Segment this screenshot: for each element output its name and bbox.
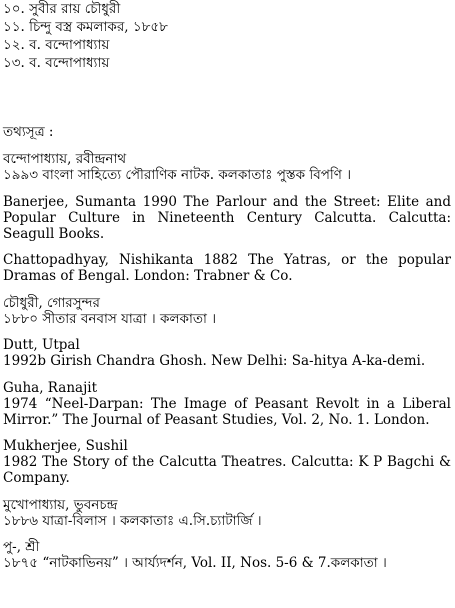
reference-entry [3,337,451,369]
reference-body: Banerjee, Sumanta 1990 The Parlour and the Street: Elite and Popular Culture in Nineteenth Century Calcutta. Calcutta: Seagull Books. [3,193,451,242]
reference-entry [3,539,451,571]
reference-author: বন্দোপাধ্যায়, রবীন্দ্রনাথ [3,151,127,167]
references-heading: তথ্যসূত্র : [3,124,54,140]
endnotes-list [3,0,168,72]
endnote-12: ১২. ব. বন্দোপাধ্যায় [3,37,110,53]
reference-body: 1992b Girish Chandra Ghosh. New Delhi: Sa-hitya A-ka-demi. [3,353,426,369]
reference-body: Chattopadhyay, Nishikanta 1882 The Yatras, or the popular Dramas of Bengal. London: Trabner & Co. [3,252,451,284]
reference-entry [3,295,451,327]
reference-body: ১৮৮৬ যাত্রা-বিলাস । কলকাতাঃ এ.সি.চ্যাটার্জি । [3,512,262,529]
reference-author: Mukherjee, Sushil [3,438,128,454]
reference-body: ১৮৭৫ “নাটকাভিনয়” । আর্য্যদর্শন, Vol. II, Nos. 5-6 & 7.কলকাতা । [3,555,387,571]
reference-entry [3,438,451,486]
reference-body: 1982 The Story of the Calcutta Theatres. Calcutta: K P Bagchi & Company. [3,454,451,486]
reference-entry [3,497,451,529]
reference-body: ১৯৯৩ বাংলা সাহিত্যে পৌরাণিক নাটক. কলকাতাঃ পুস্তক বিপণি । [3,167,352,183]
reference-body: ১৮৮০ সীতার বনবাস যাত্রা । কলকাতা । [3,310,217,327]
endnote-11: ১১. চিন্দু বস্ত্র কমলাকর, ১৮৫৮ [3,19,168,35]
reference-entry [3,194,451,242]
reference-author: Guha, Ranajit [3,379,97,396]
reference-list [3,151,451,582]
reference-entry [3,252,451,284]
reference-body: 1974 “Neel-Darpan: The Image of Peasant Revolt in a Liberal Mirror.” The Journal of Peasant Studies, Vol. 2, No. 1. London. [3,395,451,428]
reference-entry [3,380,451,428]
endnote-13: ১৩. ব. বন্দোপাধ্যায় [3,55,110,71]
endnote-10: ১০. সুবীর রায় চৌধুরী [3,1,121,17]
reference-author: চৌধুরী, গোরসুন্দর [3,294,100,311]
reference-author: পু-, শ্রী [3,539,40,555]
reference-author: Dutt, Utpal [3,337,80,353]
reference-author: মুখোপাধ্যায়, ভুবনচন্দ্র [3,496,118,513]
reference-entry [3,151,451,183]
